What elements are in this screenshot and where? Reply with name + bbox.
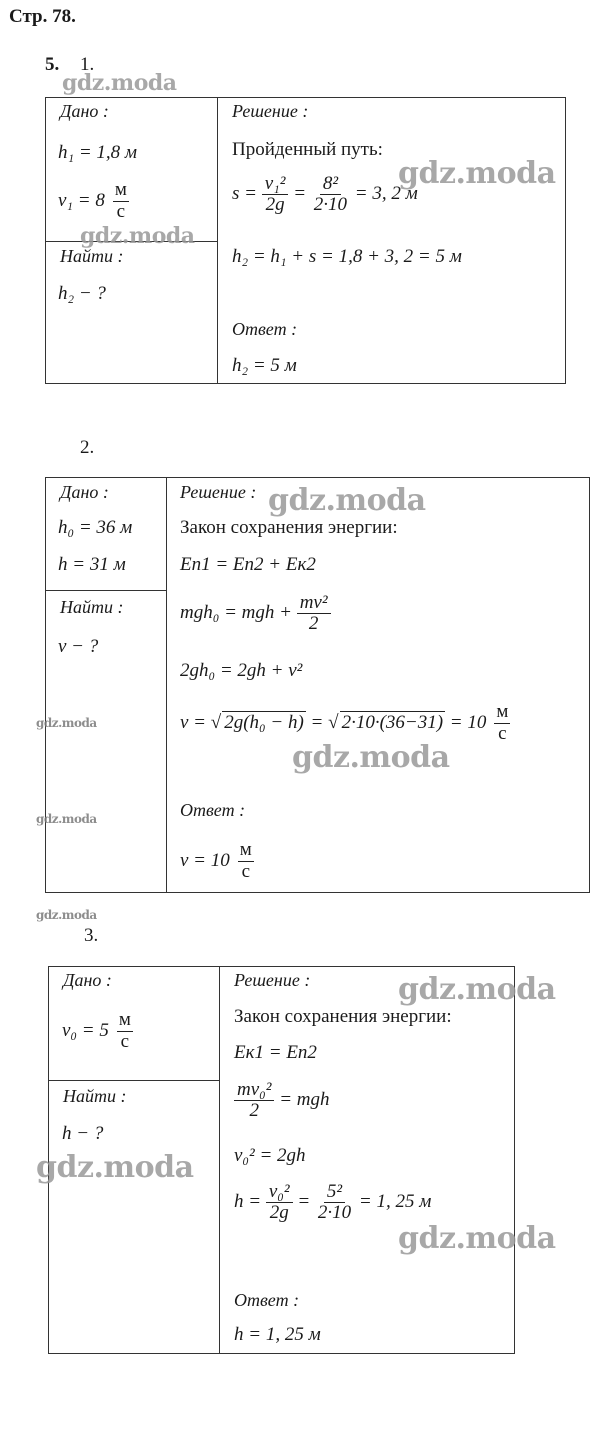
watermark: gdz.moda bbox=[36, 812, 97, 826]
problem2-box bbox=[45, 477, 590, 893]
problem1-solution-title: Пройденный путь: bbox=[232, 139, 383, 160]
watermark: gdz.moda bbox=[398, 1221, 556, 1256]
problem3-eq2: $\frac{\text{mv₀²}}{2}$ = mgh bbox=[234, 1080, 330, 1121]
problem1-given-h1: h₁ = 1,8 м bbox=[58, 142, 138, 163]
problem3-find-h: h − ? bbox=[62, 1123, 104, 1144]
problem2-eq2: mgh₀ = mgh + $\frac{\text{mv²}}{2}$ bbox=[180, 593, 331, 634]
problem1-find-h2: h₂ − ? bbox=[58, 283, 106, 304]
watermark: gdz.moda bbox=[268, 483, 426, 518]
problem2-given-divider bbox=[45, 590, 167, 591]
watermark: gdz.moda bbox=[398, 972, 556, 1007]
problem2-given-h: h = 31 м bbox=[58, 554, 126, 575]
problem3-solution-label: Решение : bbox=[234, 970, 311, 990]
problem2-given-label: Дано : bbox=[60, 482, 109, 502]
problem3-number: 3. bbox=[84, 925, 99, 946]
watermark: gdz.moda bbox=[36, 716, 97, 730]
problem3-eq1: Eк1 = Eп2 bbox=[234, 1042, 317, 1063]
problem2-law: Закон сохранения энергии: bbox=[180, 517, 398, 538]
problem2-eq4: v = √ 2g(h₀ − h) = √ 2·10·(36−31) = 10 $\frac{м}{с}$ bbox=[180, 701, 509, 744]
problem2-given-h0: h₀ = 36 м bbox=[58, 517, 133, 538]
problem3-find-label: Найти : bbox=[63, 1086, 127, 1106]
problem1-eq-h2: h₂ = h₁ + s = 1,8 + 3, 2 = 5 м bbox=[232, 246, 462, 267]
problem2-number: 2. bbox=[80, 437, 95, 458]
problem3-given-v0: v₀ = 5 $\frac{м}{с}$ bbox=[62, 1009, 131, 1052]
task-number: 5. bbox=[45, 54, 60, 75]
problem2-find-label: Найти : bbox=[60, 597, 124, 617]
problem1-eq-s: s = $\frac{\text{v₁²}}{2g}$ = $\frac{\text{8²}}{2\cdot 10}$ = 3, 2 м bbox=[232, 173, 418, 215]
problem2-divider bbox=[166, 477, 167, 893]
problem1-answer-label: Ответ : bbox=[232, 319, 298, 339]
problem2-eq3: 2gh₀ = 2gh + v² bbox=[180, 660, 303, 681]
problem2-find-v: v − ? bbox=[58, 636, 99, 657]
problem2-eq1: Eп1 = Eп2 + Eк2 bbox=[180, 554, 316, 575]
problem3-given-label: Дано : bbox=[63, 970, 112, 990]
page-title: Стр. 78. bbox=[9, 6, 76, 27]
problem2-answer-label: Ответ : bbox=[180, 800, 246, 820]
problem1-answer-value: h₂ = 5 м bbox=[232, 355, 297, 376]
problem3-answer-label: Ответ : bbox=[234, 1290, 300, 1310]
problem1-given-v1: v₁ = 8 $\frac{м}{с}$ bbox=[58, 179, 127, 222]
problem1-find-label: Найти : bbox=[60, 246, 124, 266]
problem3-given-divider bbox=[48, 1080, 220, 1081]
watermark: gdz.moda bbox=[80, 223, 195, 249]
problem3-divider bbox=[219, 966, 220, 1354]
problem3-eq4: h = $\frac{\text{v₀²}}{2g}$ = $\frac{\text{5²}}{2\cdot 10}$ = 1, 25 м bbox=[234, 1181, 432, 1223]
watermark: gdz.moda bbox=[292, 740, 450, 775]
problem1-solution-label: Решение : bbox=[232, 101, 309, 121]
problem1-given-label: Дано : bbox=[60, 101, 109, 121]
watermark: gdz.moda bbox=[398, 156, 556, 191]
problem3-answer-value: h = 1, 25 м bbox=[234, 1324, 321, 1345]
problem2-solution-label: Решение : bbox=[180, 482, 257, 502]
problem2-answer-value: v = 10 $\frac{м}{с}$ bbox=[180, 839, 252, 882]
problem3-law: Закон сохранения энергии: bbox=[234, 1006, 452, 1027]
watermark: gdz.moda bbox=[36, 1150, 194, 1185]
problem3-eq3: v₀² = 2gh bbox=[234, 1145, 306, 1166]
watermark: gdz.moda bbox=[36, 908, 97, 922]
watermark: gdz.moda bbox=[62, 70, 177, 96]
problem1-number: 1. bbox=[80, 54, 95, 75]
